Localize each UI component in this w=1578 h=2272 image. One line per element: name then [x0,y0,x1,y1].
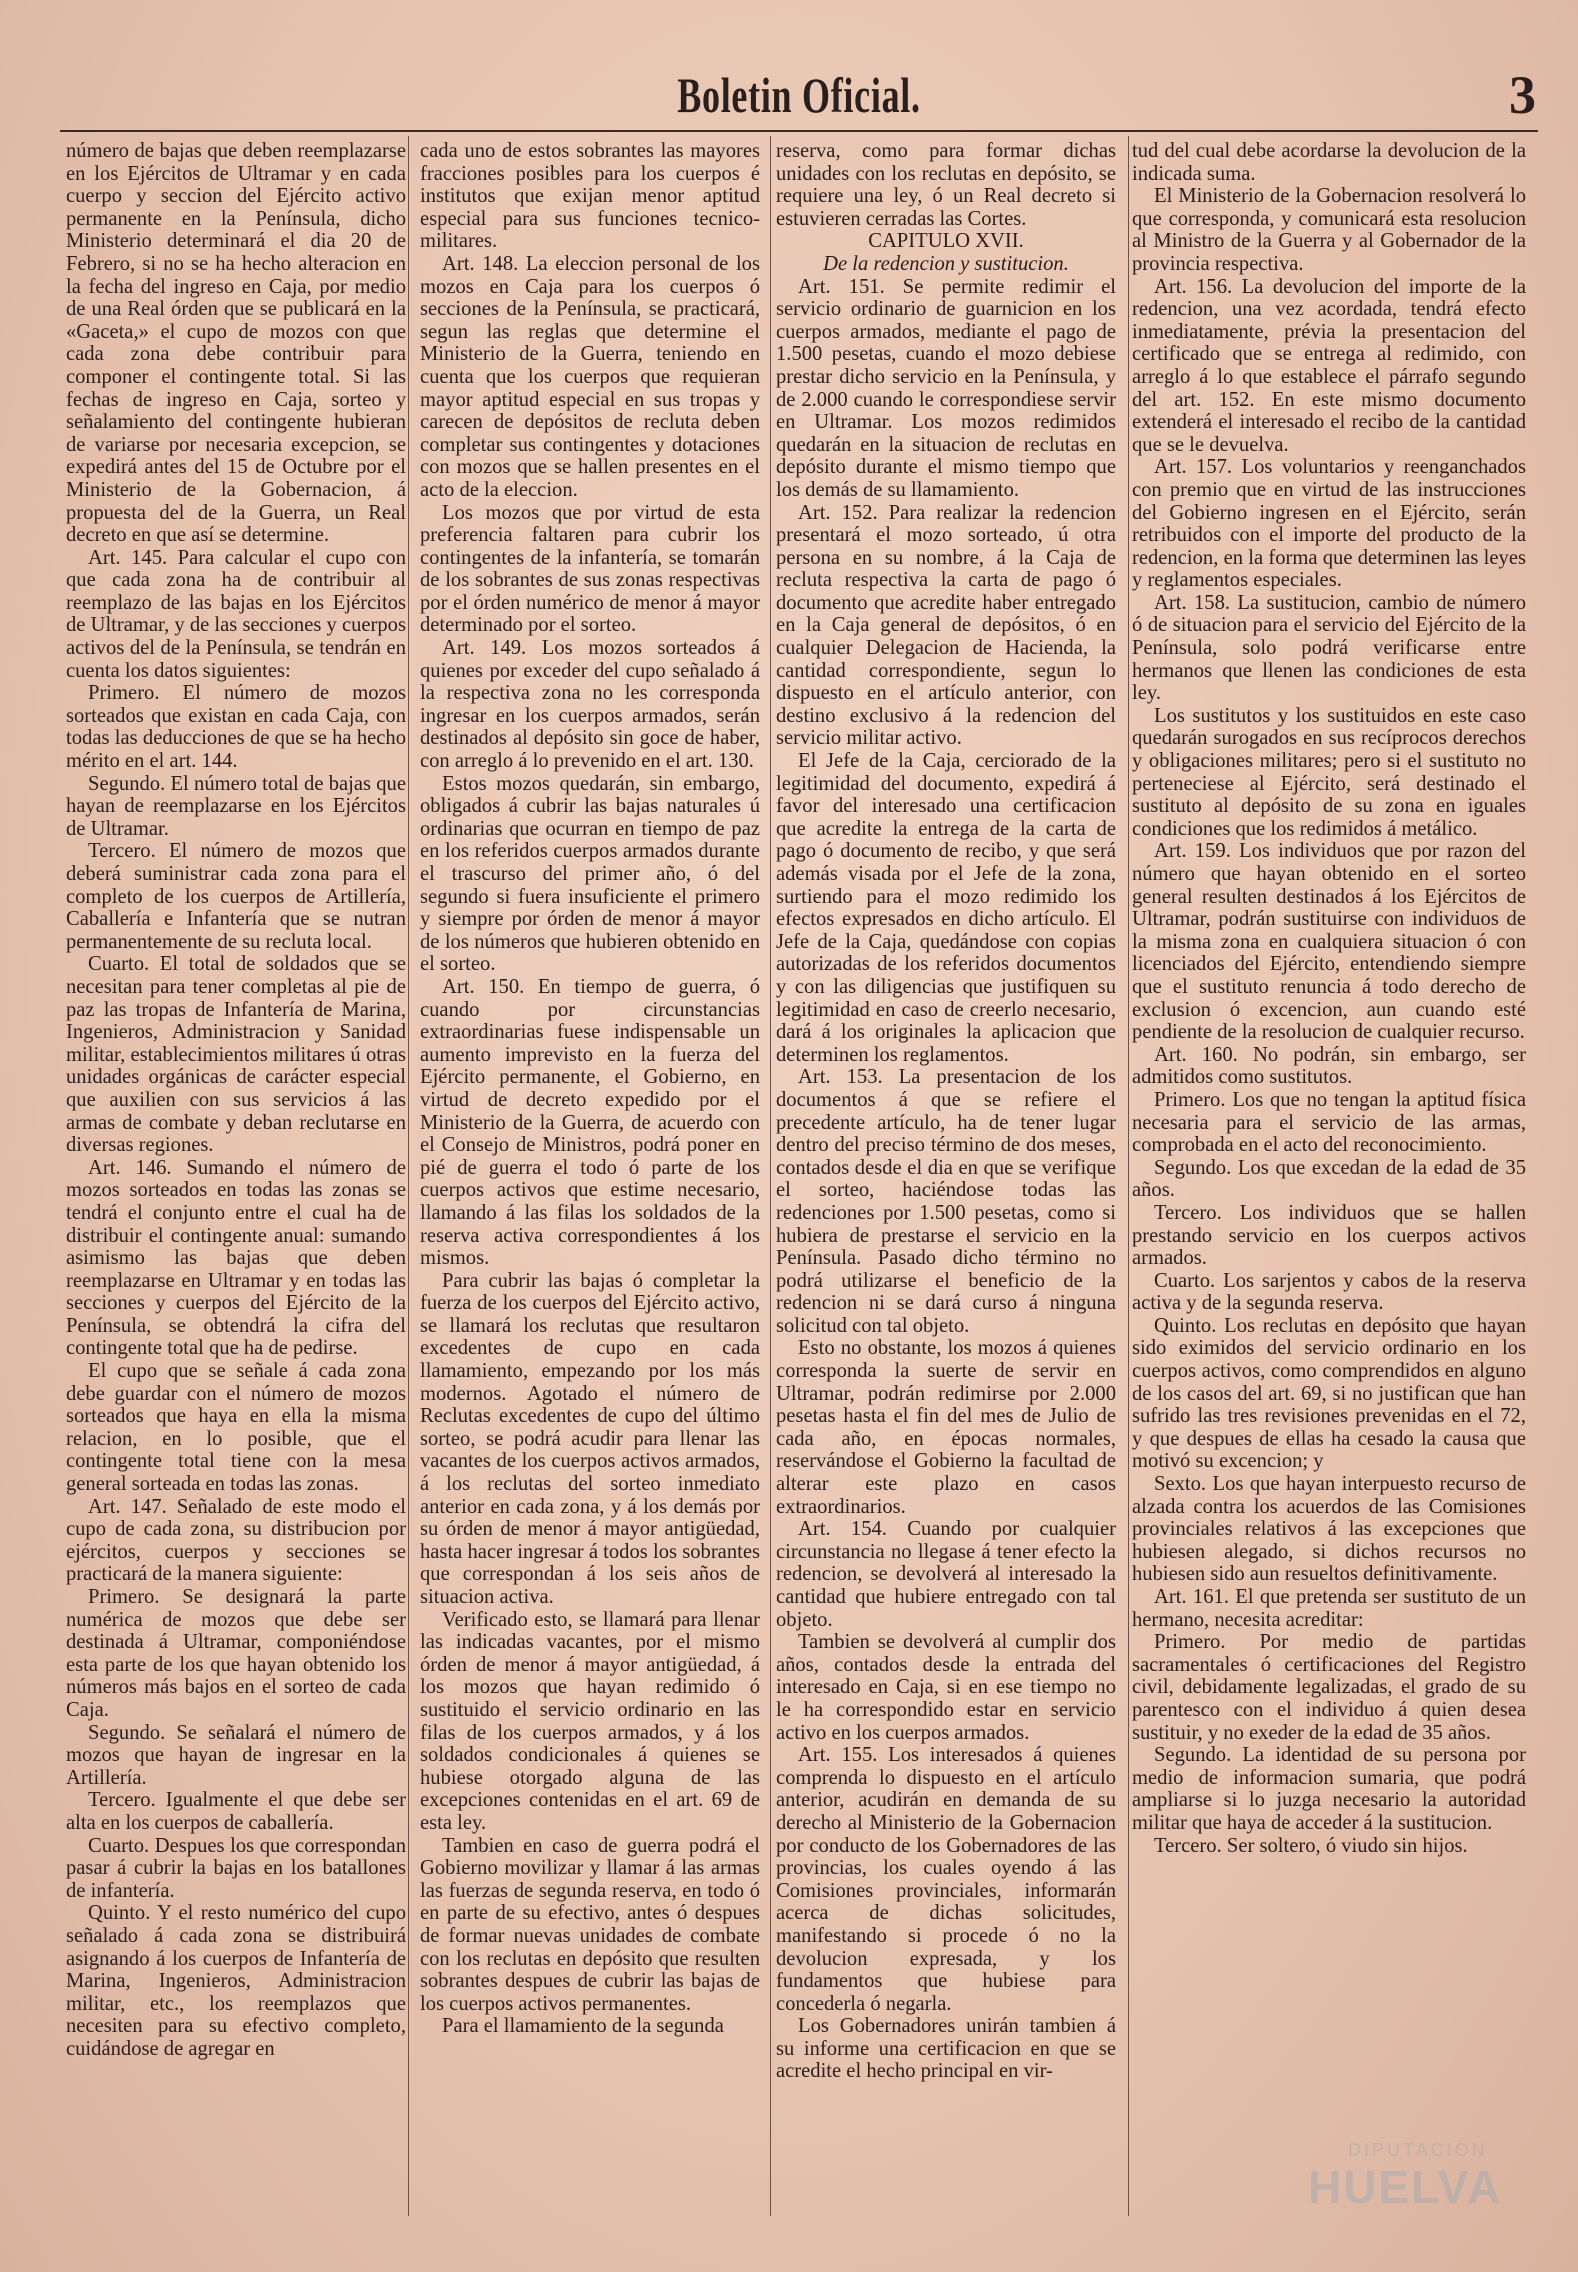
paragraph: Para el llamamiento de la segunda [442,2015,724,2038]
text-column-3 [776,140,1116,2210]
text-column-1 [66,140,406,2210]
paragraph: cada uno de estos sobrantes las mayores fracciones posibles para los cuerpos é institutos que exijan menor aptitud especial para sus funciones tecnico-militares. [420,140,760,253]
paragraph: Art. 147. Señalado de este modo el cupo de cada zona, su distribucion por ejércitos, cuerpos y secciones se practicará de la manera siguiente: [66,1495,406,1586]
archive-watermark [1228,2140,1518,2220]
paragraph: Tercero. Los individuos que se hallen prestando servicio en los cuerpos activos armados. [1132,1201,1526,1270]
paragraph: Art. 159. Los individuos que por razon del número que hayan obtenido en el sorteo general resulten destinados á los Ejércitos de Ultramar, podrán sustituirse con individuos de la misma zona en cualquiera situacion ó con licenciados del Ejército, entendiendo siempre que el sustituto renuncia á todo derecho de exclusion ó excencion, aun cuando esté pendiente de la resolucion de cualquier recurso. [1132,840,1526,1044]
text-column-4 [1132,140,1526,2210]
paragraph: Art. 155. Los interesados á quienes comprenda lo dispuesto en el artículo anterior, acudirán en demanda de su derecho al Ministerio de la Gobernacion por conducto de los Gobernadores de las provincias, los cuales oyendo á las Comisiones provinciales, informarán acerca de dichas solicitudes, manifestando si procede ó no la devolucion expresada, y los fundamentos que hubiese para concederla ó negarla. [776,1744,1116,2015]
page-header [60,62,1538,132]
page-title: Boletin Oficial. [677,67,921,123]
paragraph: El Jefe de la Caja, cerciorado de la legitimidad del documento, expedirá á favor del interesado una certificacion que acredite la entrega de la carta de pago ó documento de recibo, y que será además visada por el Jefe de la zona, surtiendo para el mozo redimido los efectos expresados en dicho artículo. El Jefe de la Caja, quedándose con copias autorizadas de los referidos documentos y con las diligencias que justifiquen su legitimidad en caso de creerlo necesario, dará á los originales la aplicacion que determinen los reglamentos. [776,750,1116,1066]
paragraph: Los Gobernadores unirán tambien á su informe una certificacion en que se acredite el hecho principal en vir- [776,2015,1116,2083]
paragraph: Art. 153. La presentacion de los documentos á que se refiere el precedente artículo, ha de tener lugar dentro del preciso término de dos meses, contados desde el dia en que se verifique el sorteo, haciéndose todas las redenciones por 1.500 pesetas, como si hubiera de prestarse el servicio en la Península. Pasado dicho término no podrá utilizarse el beneficio de la redencion ni se dará curso á ninguna solicitud con tal objeto. [776,1066,1116,1337]
paragraph: Art. 151. Se permite redimir el servicio ordinario de guarnicion en los cuerpos armados, mediante el pago de 1.500 pesetas, cuando el mozo debiese prestar dicho servicio en la Península, y de 2.000 cuando le correspondiese servir en Ultramar. Los mozos redimidos quedarán en la situacion de reclutas en depósito durante el mismo tiempo que los demás de su llamamiento. [776,275,1116,501]
paragraph: Estos mozos quedarán, sin embargo, obligados á cubrir las bajas naturales ú ordinarias que ocurran en tiempo de paz en los referidos cuerpos armados durante el trascurso del primer año, ó del segundo si fuera insuficiente el primero y siempre por órden de menor á mayor de los números que hubieren obtenido en el sorteo. [420,772,760,976]
paragraph: Quinto. Los reclutas en depósito que hayan sido eximidos del servicio ordinario en los cuerpos activos, como comprendidos en alguno de los casos del art. 69, si no justifican que han sufrido las tres revisiones prevenidas en el 72, y que despues de ellas ha cesado la causa que motivó su excencion; y [1132,1314,1526,1473]
paragraph: Tercero. El número de mozos que deberá suministrar cada zona para el completo de los cuerpos de Artillería, Caballería e Infantería que se nutran permanentemente de su recluta local. [66,840,406,953]
paragraph: Para cubrir las bajas ó completar la fuerza de los cuerpos del Ejército activo, se llamará los reclutas que resultaron excedentes de cupo en cada llamamiento, empezando por los más modernos. Agotado el número de Reclutas excedentes de cupo del último sorteo, se podrá acudir para llenar las vacantes de los cuerpos activos armados, á los reclutas del sorteo inmediato anterior en cada zona, y á los demás por su órden de menor á mayor antigüedad, hasta hacer ingresar á todos los sobrantes que correspondan á los seis años de situacion activa. [420,1269,760,1608]
paragraph: Cuarto. El total de soldados que se necesitan para tener completas al pie de paz las tropas de Infantería de Marina, Ingenieros, Administracion y Sanidad militar, establecimientos militares ú otras unidades orgánicas de carácter especial que auxilien con sus servicios á las armas de combate y deban reclutarse en diversas regiones. [66,953,406,1157]
paragraph: Art. 160. No podrán, sin embargo, ser admitidos como sustitutos. [1132,1043,1526,1089]
paragraph: Tambien en caso de guerra podrá el Gobierno movilizar y llamar á las armas las fuerzas de segunda reserva, en todo ó en parte de su efectivo, antes ó despues de formar nuevas unidades de combate con los reclutas en depósito que resulten sobrantes despues de cubrir las bajas de los cuerpos activos permanentes. [420,1834,760,2015]
paragraph: Art. 161. El que pretenda ser sustituto de un hermano, necesita acreditar: [1132,1586,1526,1631]
watermark-text: HUELVA [1308,2161,1503,2213]
paragraph: Tambien se devolverá al cumplir dos años, contados desde la entrada del interesado en Caja, si en ese tiempo no le ha correspondido estar en servicio activo en los cuerpos armados. [776,1631,1116,1744]
paragraph: tud del cual debe acordarse la devolucion de la indicada suma. [1132,140,1526,185]
paragraph: Art. 148. La eleccion personal de los mozos en Caja para los cuerpos ó secciones de la Península, se practicará, segun las reglas que determine el Ministerio de la Guerra, teniendo en cuenta que los cuerpos que requieran mayor aptitud especial en sus tropas y carecen de depósitos de recluta deben completar sus contingentes y dotaciones con mozos que se hallen presentes en el acto de la eleccion. [420,252,760,501]
paragraph: Cuarto. Los sarjentos y cabos de la reserva activa y de la segunda reserva. [1132,1269,1526,1315]
article-columns [58,140,1526,2210]
paragraph: Los mozos que por virtud de esta preferencia faltaren para cubrir los contingentes de la infantería, se tomarán de los sobrantes de sus zonas respectivas por el órden numérico de menor á mayor determinado por el sorteo. [420,501,760,637]
paragraph: Quinto. Y el resto numérico del cupo señalado á cada zona se distribuirá asignando á los cuerpos de Infantería de Marina, Ingenieros, Administracion militar, etc., los reemplazos que necesiten para su efectivo completo, cuidándose de agregar en [66,1902,406,2060]
section-heading: CAPITULO XVII. [868,230,1024,253]
paragraph: Sexto. Los que hayan interpuesto recurso de alzada contra los acuerdos de las Comisiones provinciales relativos á las excepciones que hubiesen alegado, si dichos recursos no hubiesen sido aun resueltos definitivamente. [1132,1473,1526,1586]
paragraph: Art. 152. Para realizar la redencion presentará el mozo sorteado, ú otra persona en su nombre, á la Caja de recluta respectiva la carta de pago ó documento que acredite haber entregado en la Caja general de depósitos, ó en cualquier Delegacion de Hacienda, la cantidad correspondiente, segun lo dispuesto en el artículo anterior, con destino exclusivo á la redencion del servicio militar activo. [776,501,1116,750]
header-rule [60,130,1538,132]
paragraph: Art. 146. Sumando el número de mozos sorteados en todas las zonas se tendrá el conjunto entre el cual ha de distribuir el contingente anual: sumando asimismo las bajas que deben reemplazarse en Ultramar y en todas las secciones y cuerpos del Ejército de la Península, se obtendrá la cifra del contingente total que ha de pedirse. [66,1156,406,1360]
paragraph: número de bajas que deben reemplazarse en los Ejércitos de Ultramar y en cada cuerpo y seccion del Ejército activo permanente en la Península, dicho Ministerio determinará el dia 20 de Febrero, si no se ha hecho alteracion en la fecha del ingreso en Caja, por medio de una Real órden que se publicará en la «Gaceta,» el cupo de mozos con que cada zona debe contribuir para componer el contingente total. Si las fechas de ingreso en Caja, sorteo y señalamiento del contingente hubieran de variarse por necesaria excepcion, se expedirá antes del 15 de Octubre por el Ministerio de la Gobernacion, á propuesta del de la Guerra, un Real decreto en que así se determine. [66,140,406,547]
paragraph: Segundo. Se señalará el número de mozos que hayan de ingresar en la Artillería. [66,1721,406,1789]
paragraph: Art. 154. Cuando por cualquier circunstancia no llegase á tener efecto la redencion, se devolverá al interesado la cantidad que hubiere entregado con tal objeto. [776,1518,1116,1631]
paragraph: Art. 149. Los mozos sorteados á quienes por exceder del cupo señalado á la respectiva zona no les corresponda ingresar en los cuerpos armados, serán destinados al depósito sin goce de haber, con arreglo á lo prevenido en el art. 130. [420,637,760,773]
paragraph: Primero. Los que no tengan la aptitud física necesaria para el servicio de las armas, comprobada en el acto del reconocimiento. [1132,1088,1526,1157]
paragraph: Art. 158. La sustitucion, cambio de número ó de situacion para el servicio del Ejército de la Península, solo podrá verificarse entre hermanos que llenen las condiciones de esta ley. [1132,591,1526,705]
paragraph: El Ministerio de la Gobernacion resolverá lo que corresponda, y comunicará esta resolucion al Ministro de la Guerra y al Gobernador de la provincia respectiva. [1132,185,1526,275]
paragraph: El cupo que se señale á cada zona debe guardar con el número de mozos sorteados que haya en ella la misma relacion, en lo posible, que el contingente total tiene con la mesa general sorteada en todas las zonas. [66,1360,406,1496]
paragraph: Segundo. La identidad de su persona por medio de informacion sumaria, que podrá ampliarse si lo juzga necesario la autoridad militar que haya de acceder á la sustitucion. [1132,1744,1526,1834]
paragraph: Tercero. Ser soltero, ó viudo sin hijos. [1154,1834,1468,1857]
paragraph: Primero. Por medio de partidas sacramentales ó certificaciones del Registro civil, debidamente legalizadas, el grado de su parentesco con el individuo á quien desea sustituir, y no exeder de la edad de 35 años. [1132,1631,1526,1744]
paragraph: Art. 156. La devolucion del importe de la redencion, una vez acordada, tendrá efecto inmediatamente, prévia la presentacion del certificado que se entrega al redimido, con arreglo á lo que establece el párrafo segundo del art. 152. En este mismo documento extenderá el interesado el recibo de la cantidad que se le devuelva. [1132,275,1526,456]
text-column-2 [420,140,760,2210]
paragraph: Art. 157. Los voluntarios y reenganchados con premio que en virtud de las instrucciones del Gobierno ingresen en el Ejército, serán retribuidos con el importe del producto de la redencion, en la forma que determinen las leyes y reglamentos especiales. [1132,456,1526,592]
section-heading: De la redencion y sustitucion. [823,252,1069,275]
paragraph: Esto no obstante, los mozos á quienes corresponda la suerte de servir en Ultramar, podrán redimirse por 2.000 pesetas hasta el fin del mes de Julio de cada año, en épocas normales, reservándose el Gobierno la facultad de alterar este plazo en casos extraordinarios. [776,1337,1116,1518]
paragraph: Art. 145. Para calcular el cupo con que cada zona ha de contribuir al reemplazo de las bajas en los Ejércitos de Ultramar, y de las secciones y cuerpos activos del de la Península, se tendrán en cuenta los datos siguientes: [66,546,406,682]
paragraph: Primero. El número de mozos sorteados que existan en cada Caja, con todas las deducciones de que se ha hecho mérito en el art. 144. [66,682,406,773]
watermark-small-text: DIPUTACION [1348,2140,1488,2160]
paragraph: Los sustitutos y los sustituidos en este caso quedarán surogados en sus recíprocos derechos y obligaciones militares; pero si el sustituto no perteneciese al Ejército, será destinado el sustituto al depósito de su zona en iguales condiciones que los redimidos á metálico. [1132,704,1526,840]
paragraph: Art. 150. En tiempo de guerra, ó cuando por circunstancias extraordinarias fuese indispensable un aumento imprevisto en la fuerza del Ejército permanente, el Gobierno, en virtud de decreto expedido por el Ministerio de la Guerra, de acuerdo con el Consejo de Ministros, podrá poner en pié de guerra el todo ó parte de los cuerpos activos que estime necesario, llamando á las filas los soldados de la reserva activa correspondientes á los mismos. [420,975,760,1270]
paragraph: reserva, como para formar dichas unidades con los reclutas en depósito, se requiere una ley, ó un Real decreto si estuvieren cerradas las Cortes. [776,140,1116,230]
paragraph: Tercero. Igualmente el que debe ser alta en los cuerpos de caballería. [66,1789,406,1834]
paragraph: Primero. Se designará la parte numérica de mozos que debe ser destinada á Ultramar, componiéndose esta parte de los que hayan obtenido los números más bajos en el sorteo de cada Caja. [66,1586,406,1721]
paragraph: Cuarto. Despues los que correspondan pasar á cubrir la bajas en los batallones de infantería. [66,1834,406,1902]
page-number: 3 [1509,65,1536,125]
paragraph: Segundo. Los que excedan de la edad de 35 años. [1132,1156,1526,1202]
paragraph: Verificado esto, se llamará para llenar las indicadas vacantes, por el mismo órden de menor á mayor antigüedad, á los mozos que hayan redimido ó sustituido el servicio ordinario en las filas de los cuerpos armados, y á los soldados condicionales á quienes se hubiese otorgado alguna de las excepciones contenidas en el art. 69 de esta ley. [420,1608,760,1834]
paragraph: Segundo. El número total de bajas que hayan de reemplazarse en los Ejércitos de Ultramar. [66,772,406,840]
